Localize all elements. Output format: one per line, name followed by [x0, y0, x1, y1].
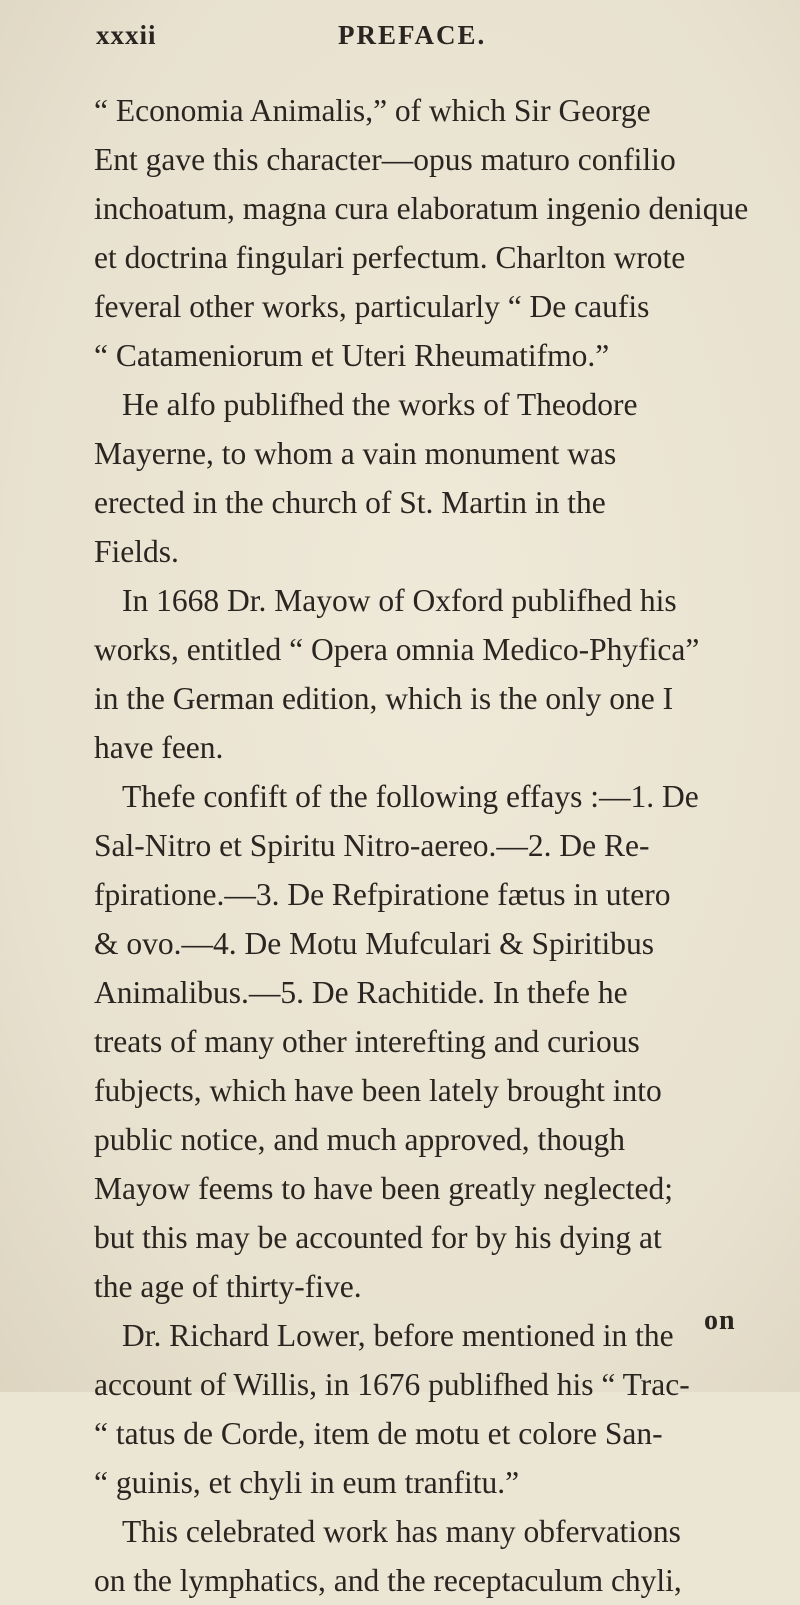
text-line: et doctrina fingulari perfectum. Charlton wrote	[94, 240, 686, 275]
text-line: “ guinis, et chyli in eum tranfitu.”	[94, 1465, 520, 1500]
text-line: treats of many other interefting and curious	[94, 1024, 640, 1059]
text-line: fubjects, which have been lately brought into	[94, 1073, 662, 1108]
text-line: Mayerne, to whom a vain monument was	[94, 436, 617, 471]
text-line: the age of thirty-five.	[94, 1269, 362, 1304]
text-line: Ent gave this character—opus maturo confilio	[94, 142, 676, 177]
text-line: He alfo publifhed the works of Theodore	[122, 387, 638, 422]
text-line: but this may be accounted for by his dying at	[94, 1220, 662, 1255]
text-line: inchoatum, magna cura elaboratum ingenio denique	[94, 191, 749, 226]
text-line: in the German edition, which is the only one I	[94, 681, 674, 716]
text-line: fpiratione.—3. De Refpiratione fætus in utero	[94, 877, 671, 912]
text-line: Dr. Richard Lower, before mentioned in the	[122, 1318, 674, 1353]
text-line: public notice, and much approved, though	[94, 1122, 625, 1157]
text-line: & ovo.—4. De Motu Mufculari & Spiritibus	[94, 926, 654, 961]
catchword: on	[704, 1305, 736, 1336]
text-line: have feen.	[94, 730, 224, 765]
text-line: “ tatus de Corde, item de motu et colore San-	[94, 1416, 663, 1451]
text-line: In 1668 Dr. Mayow of Oxford publifhed his	[122, 583, 677, 618]
text-line: This celebrated work has many obfervations	[122, 1514, 681, 1549]
text-line: account of Willis, in 1676 publifhed his “ Trac-	[94, 1367, 690, 1402]
body-text	[94, 86, 800, 1605]
text-line: “ Economia Animalis,” of which Sir George	[94, 93, 651, 128]
text-line: erected in the church of St. Martin in the	[94, 485, 606, 520]
text-line: Mayow feems to have been greatly neglected;	[94, 1171, 674, 1206]
text-line: Thefe confift of the following effays :—1. De	[122, 779, 699, 814]
text-line: feveral other works, particularly “ De caufis	[94, 289, 650, 324]
text-line: works, entitled “ Opera omnia Medico-Phyfica”	[94, 632, 700, 667]
page-header	[0, 14, 800, 58]
text-line: “ Catameniorum et Uteri Rheumatifmo.”	[94, 338, 610, 373]
running-head: PREFACE.	[338, 20, 487, 50]
page-number: xxxii	[96, 20, 157, 50]
text-line: Fields.	[94, 534, 179, 569]
text-line: Animalibus.—5. De Rachitide. In thefe he	[94, 975, 628, 1010]
text-line: on the lymphatics, and the receptaculum chyli,	[94, 1563, 682, 1598]
text-line: Sal-Nitro et Spiritu Nitro-aereo.—2. De Re-	[94, 828, 650, 863]
